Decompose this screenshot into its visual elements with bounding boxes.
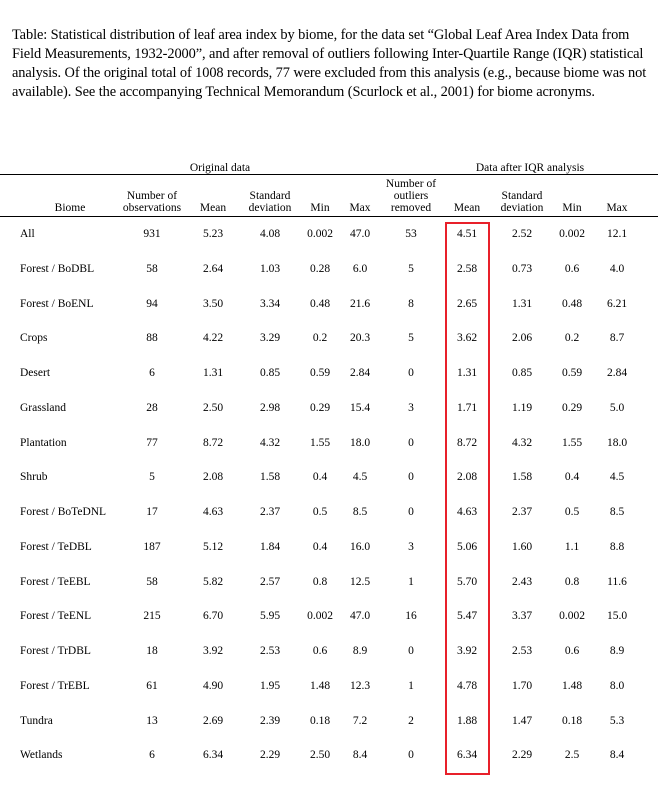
table-cell: 6.34 (456, 749, 478, 762)
table-cell: 1 (408, 679, 414, 692)
table-cell: 8.9 (609, 645, 625, 657)
column-header (240, 190, 300, 214)
table-cell: 4.90 (202, 679, 224, 692)
table-cell: 2.37 (511, 506, 533, 518)
table-cell: 5.12 (202, 540, 224, 553)
column-header-line: Min (310, 202, 330, 214)
table-cell: 2.84 (606, 367, 628, 379)
table-cell: 0.18 (309, 714, 331, 727)
table-cell: 0.6 (312, 645, 328, 657)
table-cell: 7.2 (352, 714, 368, 727)
table-cell: 4.63 (456, 506, 478, 518)
table-cell: 8.72 (456, 436, 478, 449)
table-cell: 4.08 (259, 228, 281, 240)
table-cell: 3.37 (511, 610, 533, 623)
table-cell: 2.53 (259, 645, 281, 657)
table-cell: 2.58 (456, 262, 478, 275)
table-cell: 2.08 (456, 471, 478, 484)
table-cell: 5.06 (456, 540, 478, 553)
column-header (30, 202, 110, 214)
biome-cell: Forest / TeDBL (20, 540, 92, 553)
table-cell: 0.59 (561, 367, 583, 379)
table-cell: 1.31 (456, 367, 478, 379)
table-cell: 0.29 (561, 401, 583, 414)
table-cell: 2.50 (309, 749, 331, 762)
table-cell: 2.29 (511, 749, 533, 762)
table-cell: 20.3 (349, 332, 371, 345)
table-cell: 1.60 (511, 540, 533, 553)
table-cell: 0 (408, 471, 414, 484)
table-cell: 2.29 (259, 749, 281, 762)
column-header-line: Max (606, 202, 628, 214)
table-cell: 0.5 (564, 506, 580, 518)
table-cell: 2.57 (259, 575, 281, 588)
table-cell: 6 (149, 749, 155, 762)
table-cell: 2.06 (511, 332, 533, 345)
table-cell: 8.5 (609, 506, 625, 518)
table-cell: 8.9 (352, 645, 368, 657)
biome-cell: Grassland (20, 401, 66, 414)
table-cell: 1.19 (511, 401, 533, 414)
table-cell: 3 (408, 401, 414, 414)
column-header-line: Max (349, 202, 371, 214)
table-cell: 3.50 (202, 297, 224, 310)
table-cell: 187 (143, 540, 161, 553)
table-cell: 2.53 (511, 645, 533, 657)
biome-cell: All (20, 228, 35, 240)
column-header (298, 202, 342, 214)
table-cell: 5.3 (609, 714, 625, 727)
column-header-line: outliers (393, 190, 429, 202)
table-cell: 0 (408, 506, 414, 518)
biome-cell: Desert (20, 367, 51, 379)
table-cell: 0.4 (312, 471, 328, 484)
column-header (340, 202, 380, 214)
table-cell: 3 (408, 540, 414, 553)
biome-cell: Wetlands (20, 749, 63, 762)
table-cell: 0.5 (312, 506, 328, 518)
table-cell: 0.4 (312, 540, 328, 553)
column-header-line: observations (122, 202, 182, 214)
table-cell: 94 (146, 297, 158, 310)
table-cell: 1.95 (259, 679, 281, 692)
group-header-after-iqr: Data after IQR analysis (475, 162, 585, 174)
table-cell: 0 (408, 749, 414, 762)
biome-cell: Forest / TrEBL (20, 679, 90, 692)
table-cell: 2.08 (202, 471, 224, 484)
table-cell: 0.73 (511, 262, 533, 275)
table-cell: 77 (146, 436, 158, 449)
table-cell: 2.43 (511, 575, 533, 588)
table-cell: 6 (149, 367, 155, 379)
column-header-line: Biome (54, 202, 86, 214)
table-cell: 53 (405, 228, 417, 240)
column-header-line: removed (390, 202, 432, 214)
biome-cell: Crops (20, 332, 48, 345)
table-cell: 0.6 (564, 262, 580, 275)
table-cell: 3.92 (202, 645, 224, 657)
table-cell: 3.92 (456, 645, 478, 657)
table-cell: 88 (146, 332, 158, 345)
table-cell: 2.65 (456, 297, 478, 310)
table-cell: 1.58 (259, 471, 281, 484)
table-cell: 6.0 (352, 262, 368, 275)
table-cell: 47.0 (349, 228, 371, 240)
biome-cell: Forest / TeENL (20, 610, 92, 623)
table-cell: 0.002 (307, 228, 333, 240)
table-cell: 1.03 (259, 262, 281, 275)
column-header-line: Mean (453, 202, 481, 214)
table-cell: 6.34 (202, 749, 224, 762)
table-cell: 2.98 (259, 401, 281, 414)
table-cell: 8.0 (609, 679, 625, 692)
table-cell: 215 (143, 610, 161, 623)
table-cell: 58 (146, 262, 158, 275)
biome-cell: Forest / TeEBL (20, 575, 91, 588)
table-cell: 0.002 (307, 610, 333, 623)
table-cell: 4.5 (352, 471, 368, 484)
table-cell: 4.22 (202, 332, 224, 345)
table-cell: 28 (146, 401, 158, 414)
column-header (381, 178, 441, 214)
table-cell: 0.28 (309, 262, 331, 275)
biome-cell: Tundra (20, 714, 53, 727)
table-cell: 21.6 (349, 297, 371, 310)
table-cell: 5.47 (456, 610, 478, 623)
table-cell: 0.48 (309, 297, 331, 310)
table-cell: 1.55 (309, 436, 331, 449)
top-rule (0, 174, 658, 175)
table-cell: 1.1 (564, 540, 580, 553)
table-cell: 0.002 (559, 610, 585, 623)
table-cell: 0.29 (309, 401, 331, 414)
table-cell: 8.72 (202, 436, 224, 449)
table-cell: 0.2 (564, 332, 580, 345)
table-cell: 2.50 (202, 401, 224, 414)
table-cell: 15.0 (606, 610, 628, 623)
table-cell: 4.32 (259, 436, 281, 449)
table-cell: 1 (408, 575, 414, 588)
column-header-line: deviation (500, 202, 544, 214)
table-cell: 1.70 (511, 679, 533, 692)
table-cell: 5 (408, 332, 414, 345)
column-header-line: Number of (385, 178, 437, 190)
table-cell: 3.29 (259, 332, 281, 345)
table-cell: 1.88 (456, 714, 478, 727)
table-cell: 8.8 (609, 540, 625, 553)
table-cell: 2.64 (202, 262, 224, 275)
table-cell: 8.5 (352, 506, 368, 518)
column-header (550, 202, 594, 214)
table-cell: 18.0 (349, 436, 371, 449)
table-cell: 16.0 (349, 540, 371, 553)
table-cell: 1.48 (309, 679, 331, 692)
table-cell: 4.5 (609, 471, 625, 484)
column-header-line: Number of (126, 190, 178, 202)
biome-cell: Forest / BoDBL (20, 262, 95, 275)
table-cell: 1.55 (561, 436, 583, 449)
table-cell: 4.0 (609, 262, 625, 275)
table-cell: 0.002 (559, 228, 585, 240)
table-cell: 3.62 (456, 332, 478, 345)
biome-cell: Shrub (20, 471, 48, 484)
biome-cell: Forest / TrDBL (20, 645, 91, 657)
table-cell: 931 (143, 228, 161, 240)
table-cell: 0.8 (312, 575, 328, 588)
table-cell: 0.18 (561, 714, 583, 727)
column-header (492, 190, 552, 214)
table-cell: 12.3 (349, 679, 371, 692)
table-cell: 1.31 (202, 367, 224, 379)
table-cell: 4.32 (511, 436, 533, 449)
table-cell: 5.0 (609, 401, 625, 414)
column-header (444, 202, 490, 214)
table-cell: 47.0 (349, 610, 371, 623)
table-cell: 1.71 (456, 401, 478, 414)
table-cell: 18.0 (606, 436, 628, 449)
column-header-line: Mean (199, 202, 227, 214)
table-cell: 3.34 (259, 297, 281, 310)
table-cell: 13 (146, 714, 158, 727)
table-cell: 6.70 (202, 610, 224, 623)
column-header-line: deviation (248, 202, 292, 214)
table-cell: 12.1 (606, 228, 628, 240)
table-cell: 8 (408, 297, 414, 310)
table-cell: 8.4 (609, 749, 625, 762)
table-cell: 8.7 (609, 332, 625, 345)
table-cell: 5.70 (456, 575, 478, 588)
header-rule (0, 216, 658, 217)
table-cell: 1.31 (511, 297, 533, 310)
table-cell: 18 (146, 645, 158, 657)
table-cell: 0 (408, 645, 414, 657)
table-cell: 1.48 (561, 679, 583, 692)
biome-cell: Forest / BoTeDNL (20, 506, 107, 518)
table-cell: 2.84 (349, 367, 371, 379)
table-cell: 0.2 (312, 332, 328, 345)
column-header-line: Min (562, 202, 582, 214)
column-header-line: Standard (501, 190, 543, 202)
biome-cell: Plantation (20, 436, 67, 449)
table-cell: 0 (408, 367, 414, 379)
table-cell: 17 (146, 506, 158, 518)
table-cell: 0.85 (259, 367, 281, 379)
table-cell: 2 (408, 714, 414, 727)
table-cell: 2.5 (564, 749, 580, 762)
table-cell: 0.8 (564, 575, 580, 588)
table-cell: 1.58 (511, 471, 533, 484)
table-cell: 2.52 (511, 228, 533, 240)
table-cell: 12.5 (349, 575, 371, 588)
table-cell: 5 (149, 471, 155, 484)
table-cell: 4.78 (456, 679, 478, 692)
table-cell: 8.4 (352, 749, 368, 762)
table-cell: 4.51 (456, 228, 478, 240)
table-cell: 5 (408, 262, 414, 275)
column-header (597, 202, 637, 214)
column-header (117, 190, 187, 214)
table-cell: 15.4 (349, 401, 371, 414)
table-cell: 4.63 (202, 506, 224, 518)
table-cell: 6.21 (606, 297, 628, 310)
table-cell: 61 (146, 679, 158, 692)
table-cell: 2.39 (259, 714, 281, 727)
table-cell: 0.4 (564, 471, 580, 484)
table-cell: 5.82 (202, 575, 224, 588)
table-cell: 0 (408, 436, 414, 449)
table-cell: 1.47 (511, 714, 533, 727)
table-cell: 16 (405, 610, 417, 623)
table-cell: 0.59 (309, 367, 331, 379)
group-header-original: Original data (189, 162, 251, 174)
table-cell: 2.37 (259, 506, 281, 518)
biome-cell: Forest / BoENL (20, 297, 94, 310)
table-cell: 0.85 (511, 367, 533, 379)
table-cell: 58 (146, 575, 158, 588)
table-cell: 2.69 (202, 714, 224, 727)
column-header (188, 202, 238, 214)
column-header-line: Standard (249, 190, 291, 202)
table-cell: 1.84 (259, 540, 281, 553)
table-caption: Table: Statistical distribution of leaf area index by biome, for the data set “Global Leaf Area Index Data from Field Measurements, 1932-2000”, and after removal of outliers following Inter-Quartile Range (IQR) statistical analysis. Of the original total of 1008 records, 77 were excluded from this analysis (e.g., because biome was not available). See the accompanying Technical Memorandum (Scurlock et al., 2001) for biome acronyms. (12, 27, 647, 100)
table-cell: 11.6 (607, 575, 627, 588)
table-cell: 0.6 (564, 645, 580, 657)
table-cell: 5.95 (259, 610, 281, 623)
table-cell: 0.48 (561, 297, 583, 310)
table-cell: 5.23 (202, 228, 224, 240)
